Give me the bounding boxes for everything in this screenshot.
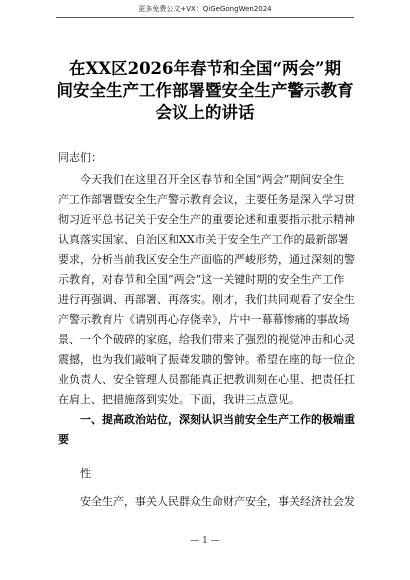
paragraph-line: 安全生产，事关人民群众生命财产安全，事关经济社会发 (80, 495, 355, 508)
paragraph-line: 产警示教育片《请别再心存侥幸》，片中一幕幕惨痛的事故场 (58, 313, 350, 326)
header-note: 更多免费公文+VX：QiGeGongWen2024 (138, 5, 272, 13)
paragraph-line: 进行再强调、再部署、再落实。刚才，我们共同观看了安全生 (58, 293, 355, 306)
paragraph-line: 示教育，对春节和全国“两会”这一关键时期的安全生产工作 (58, 273, 345, 286)
header-divider (56, 17, 354, 18)
salutation: 同志们： (58, 151, 102, 164)
paragraph-line: 认真落实国家、自治区和XX市关于安全生产工作的最新部署 (58, 233, 349, 246)
paragraph-line: 景、一个个破碎的家庭，给我们带来了强烈的视觉冲击和心灵 (58, 333, 355, 346)
section-continuation: 性 (80, 467, 91, 480)
paragraph-line: 要求，分析当前我区安全生产面临的严峻形势，通过深刻的警 (58, 253, 355, 266)
document-title (40, 58, 370, 124)
section-heading-line: 要 (58, 433, 69, 446)
page-number: — 1 — (190, 536, 220, 546)
paragraph-line: 业负责人、安全管理人员都能真正把教训刻在心里、把责任扛 (58, 373, 355, 386)
title-line: 在XX区2026年春节和全国“两会”期 (68, 59, 341, 78)
title-line: 间安全生产工作部署暨安全生产警示教育 (56, 81, 354, 100)
paragraph-line: 产工作部署暨安全生产警示教育会议，主要任务是深入学习贯 (58, 193, 355, 206)
paragraph-line: 彻习近平总书记关于安全生产的重要论述和重要指示批示精神 (58, 213, 355, 226)
title-line: 会议上的讲话 (155, 103, 255, 122)
paragraph-line: 今天我们在这里召开全区春节和全国“两会”期间安全生 (80, 173, 345, 186)
section-heading-line: 一、提高政治站位，深刻认识当前安全生产工作的极端重 (80, 413, 355, 426)
paragraph-line: 震撼，也为我们敲响了振聋发聩的警钟。希望在座的每一位企 (58, 353, 355, 366)
paragraph-line: 在肩上、把措施落到实处。下面，我讲三点意见。 (58, 393, 300, 406)
